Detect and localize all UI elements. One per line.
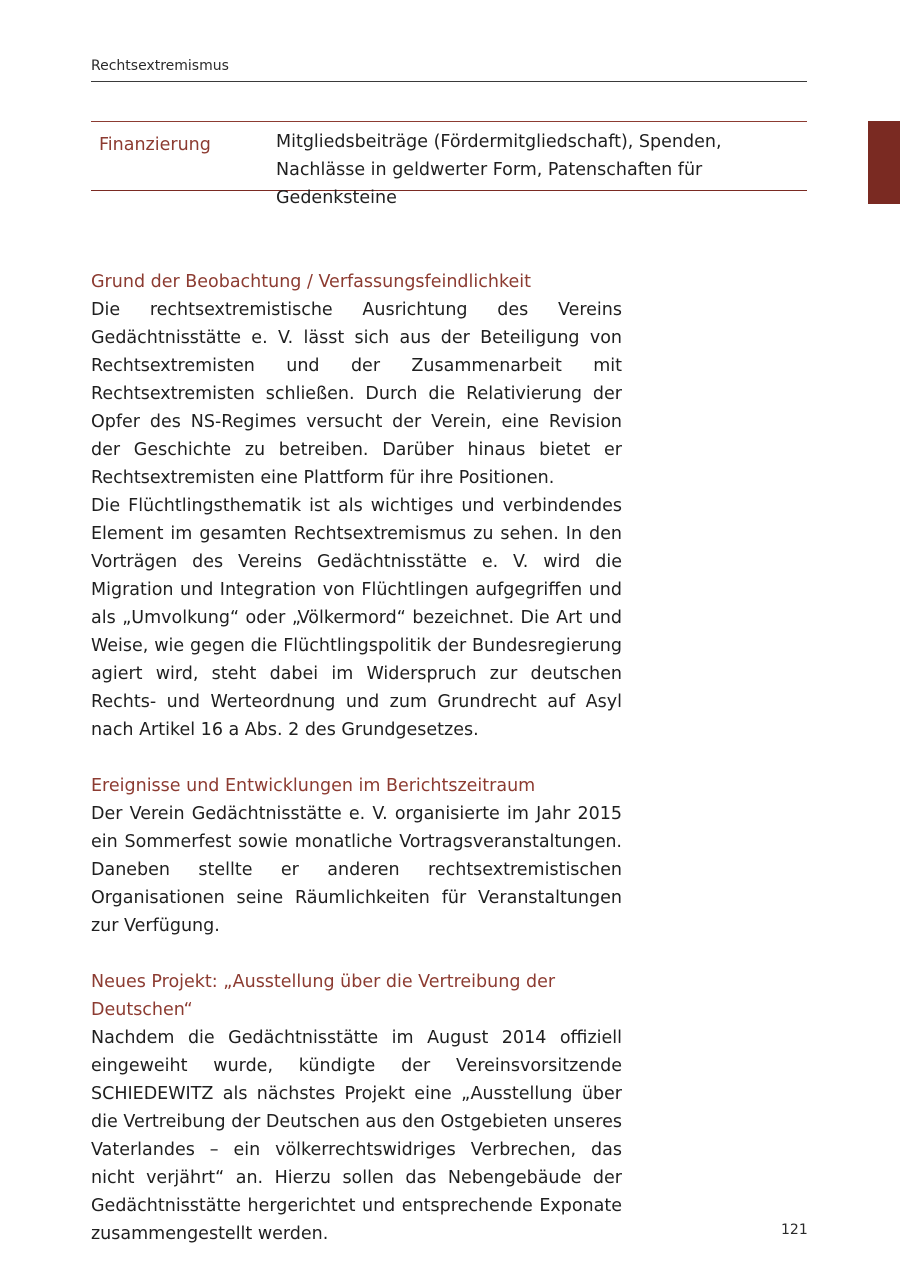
section-paragraph: Die rechtsextremistische Ausrichtung des Vereins Gedächtnisstätte e. V. lässt sich aus der Beteiligung von Rechtsextremisten und der Zusammenarbeit mit Rechtsextremisten schließen. Durch die Relativierung der Opfer des NS-Regimes versucht der Verein, eine Revision der Geschichte zu betreiben. Darüber hinaus bietet er Rechtsextremisten eine Plattform für ihre Positionen.	[91, 300, 622, 488]
chapter-side-tab	[868, 121, 900, 204]
financing-label: Finanzierung	[99, 135, 211, 155]
section-new-project	[91, 968, 622, 1248]
section-paragraph: Die Flüchtlingsthematik ist als wichtiges und verbindendes Element im gesamten Rechtsextremismus zu sehen. In den Vorträgen des Vereins Gedächtnisstätte e. V. wird die Migration und Integration von Flüchtlingen aufgegriffen und als „Umvolkung“ oder „Völkermord“ bezeichnet. Die Art und Weise, wie gegen die Flüchtlingspolitik der Bundesregierung agiert wird, steht dabei im Widerspruch zur deutschen Rechts- und Werteordnung und zum Grundrecht auf Asyl nach Artikel 16 a Abs. 2 des Grundgesetzes.	[91, 496, 622, 740]
section-heading: Neues Projekt: „Ausstellung über die Vertreibung der Deutschen“	[91, 972, 556, 1020]
section-paragraph: Nachdem die Gedächtnisstätte im August 2014 offiziell eingeweiht wurde, kündigte der Vereinsvorsitzende SCHIEDEWITZ als nächstes Projekt eine „Ausstellung über die Vertreibung der Deutschen aus den Ostgebieten unseres Vaterlandes – ein völkerrechtswidriges Verbrechen, das nicht verjährt“ an. Hierzu sollen das Nebengebäude der Gedächtnisstätte hergerichtet und entsprechende Exponate zusammengestellt werden.	[91, 1028, 622, 1244]
financing-value: Mitgliedsbeiträge (Fördermitgliedschaft), Spenden, Nachlässe in geldwerter Form, Patenschaften für Gedenksteine	[276, 132, 722, 208]
header-rule	[91, 81, 807, 82]
section-heading: Grund der Beobachtung / Verfassungsfeindlichkeit	[91, 272, 531, 292]
section-events	[91, 772, 622, 940]
financing-table	[91, 121, 807, 208]
section-paragraph: Der Verein Gedächtnisstätte e. V. organisierte im Jahr 2015 ein Sommerfest sowie monatliche Vortragsveranstaltungen. Daneben stellte er anderen rechtsextremistischen Organisationen seine Räumlichkeiten für Veranstaltungen zur Verfügung.	[91, 804, 622, 936]
main-content	[91, 268, 622, 1276]
running-header: Rechtsextremismus	[91, 58, 229, 74]
page-number: 121	[781, 1222, 808, 1238]
section-heading: Ereignisse und Entwicklungen im Berichtszeitraum	[91, 776, 536, 796]
section-observation-reason	[91, 268, 622, 744]
